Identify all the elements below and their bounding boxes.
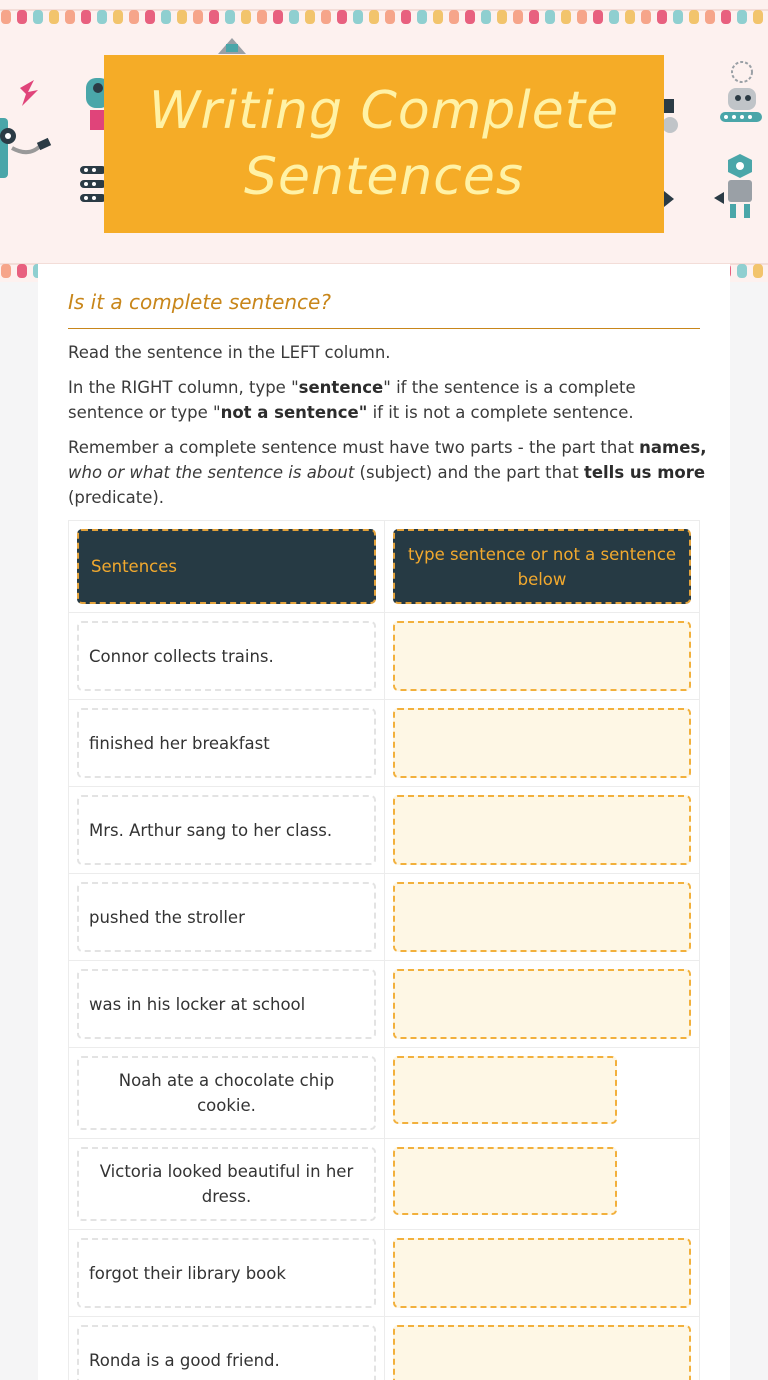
bunting-flag — [33, 10, 43, 24]
sentence-cell — [69, 874, 384, 960]
sentence-text: Victoria looked beautiful in her dress. — [77, 1147, 376, 1221]
table-row — [69, 961, 699, 1048]
bunting-flag — [705, 10, 715, 24]
bunting-flag — [193, 10, 203, 24]
sentence-cell — [69, 961, 384, 1047]
table-row — [69, 1048, 699, 1139]
table-row — [69, 787, 699, 874]
bunting-flag — [561, 10, 571, 24]
header-cell — [69, 521, 384, 612]
bunting-flag — [1, 10, 11, 24]
bunting-flag — [273, 10, 283, 24]
bunting-flag — [433, 10, 443, 24]
answer-input[interactable] — [393, 1056, 617, 1124]
bunting-flag — [625, 10, 635, 24]
bunting-flag — [257, 10, 267, 24]
bunting-flag — [369, 10, 379, 24]
answer-input[interactable] — [393, 708, 691, 778]
sentence-cell — [69, 787, 384, 873]
bunting-flag — [529, 10, 539, 24]
bunting-flag — [609, 10, 619, 24]
table-row — [69, 1230, 699, 1317]
page-title: Writing Complete Sentences — [148, 81, 620, 207]
bunting-flag — [737, 10, 747, 24]
answer-input[interactable] — [393, 969, 691, 1039]
answer-input[interactable] — [393, 795, 691, 865]
bunting-flag — [689, 10, 699, 24]
instruction-type: In the RIGHT column, type "sentence" if the sentence is a complete sentence or type "not a sentence" if it is not a complete sentence. — [68, 378, 636, 422]
bunting-flag — [337, 10, 347, 24]
answer-input[interactable] — [393, 621, 691, 691]
bunting-flag — [1, 264, 11, 278]
answer-input[interactable] — [393, 882, 691, 952]
bunting-flag — [17, 264, 27, 278]
answer-cell — [384, 787, 699, 873]
sentence-text: pushed the stroller — [77, 882, 376, 952]
sentence-cell — [69, 700, 384, 786]
sentence-cell — [69, 1139, 384, 1229]
sentence-text: forgot their library book — [77, 1238, 376, 1308]
bunting-flag — [465, 10, 475, 24]
table-header-row — [69, 521, 699, 613]
column-header-sentences: Sentences — [77, 529, 376, 604]
bunting-flag — [225, 10, 235, 24]
bunting-flag — [593, 10, 603, 24]
bunting-flag — [289, 10, 299, 24]
answer-input[interactable] — [393, 1238, 691, 1308]
answer-cell — [384, 1139, 699, 1229]
answer-cell — [384, 874, 699, 960]
bunting-flag — [113, 10, 123, 24]
bunting-flag — [177, 10, 187, 24]
bunting-flag — [513, 10, 523, 24]
header-banner — [0, 0, 768, 282]
bunting-flag — [401, 10, 411, 24]
bunting-flag — [673, 10, 683, 24]
answer-cell — [384, 700, 699, 786]
bunting-flag — [721, 10, 731, 24]
answer-cell — [384, 1048, 699, 1138]
bunting-flag — [753, 10, 763, 24]
sentence-text: finished her breakfast — [77, 708, 376, 778]
bunting-flag — [145, 10, 155, 24]
bunting-flag — [641, 10, 651, 24]
table-row — [69, 613, 699, 700]
bunting-flag — [353, 10, 363, 24]
bunting-top-decoration — [0, 6, 768, 28]
bunting-flag — [129, 10, 139, 24]
bunting-flag — [497, 10, 507, 24]
sentence-text: Noah ate a chocolate chip cookie. — [77, 1056, 376, 1130]
sentence-cell — [69, 1048, 384, 1138]
bunting-flag — [209, 10, 219, 24]
bunting-flag — [657, 10, 667, 24]
section-title: Is it a complete sentence? — [68, 290, 331, 314]
bunting-flag — [49, 10, 59, 24]
bunting-flag — [81, 10, 91, 24]
sentence-cell — [69, 1230, 384, 1316]
bunting-flag — [449, 10, 459, 24]
table-row — [69, 700, 699, 787]
bunting-flag — [65, 10, 75, 24]
sentence-text: was in his locker at school — [77, 969, 376, 1039]
answer-cell — [384, 1230, 699, 1316]
answer-cell — [384, 1317, 699, 1380]
instruction-remember: Remember a complete sentence must have two parts - the part that names, who or what the sentence is about (subject) and the part that tells us more (predicate). — [68, 438, 707, 507]
bunting-flag — [481, 10, 491, 24]
bunting-flag — [545, 10, 555, 24]
table-row — [69, 1317, 699, 1380]
bunting-flag — [241, 10, 251, 24]
answer-input[interactable] — [393, 1147, 617, 1215]
bunting-flag — [753, 264, 763, 278]
sentence-table — [68, 520, 700, 1380]
sentence-cell — [69, 1317, 384, 1380]
header-cell — [384, 521, 699, 612]
robot-right-icon — [712, 58, 768, 228]
column-header-answer: type sentence or not a sentence below — [393, 529, 691, 604]
bunting-flag — [385, 10, 395, 24]
bunting-flag — [97, 10, 107, 24]
sentence-text: Connor collects trains. — [77, 621, 376, 691]
worksheet-card — [38, 264, 730, 1380]
bunting-flag — [161, 10, 171, 24]
bunting-flag — [305, 10, 315, 24]
sentence-cell — [69, 613, 384, 699]
bunting-flag — [417, 10, 427, 24]
section-divider — [68, 328, 700, 329]
instruction-read: Read the sentence in the LEFT column. — [68, 343, 391, 362]
answer-input[interactable] — [393, 1325, 691, 1380]
answer-cell — [384, 613, 699, 699]
bunting-flag — [17, 10, 27, 24]
table-row — [69, 874, 699, 961]
bunting-flag — [737, 264, 747, 278]
sentence-text: Mrs. Arthur sang to her class. — [77, 795, 376, 865]
bunting-flag — [577, 10, 587, 24]
robot-left-icon — [0, 78, 60, 218]
sentence-text: Ronda is a good friend. — [77, 1325, 376, 1380]
table-row — [69, 1139, 699, 1230]
title-banner — [104, 55, 664, 233]
answer-cell — [384, 961, 699, 1047]
bunting-flag — [321, 10, 331, 24]
